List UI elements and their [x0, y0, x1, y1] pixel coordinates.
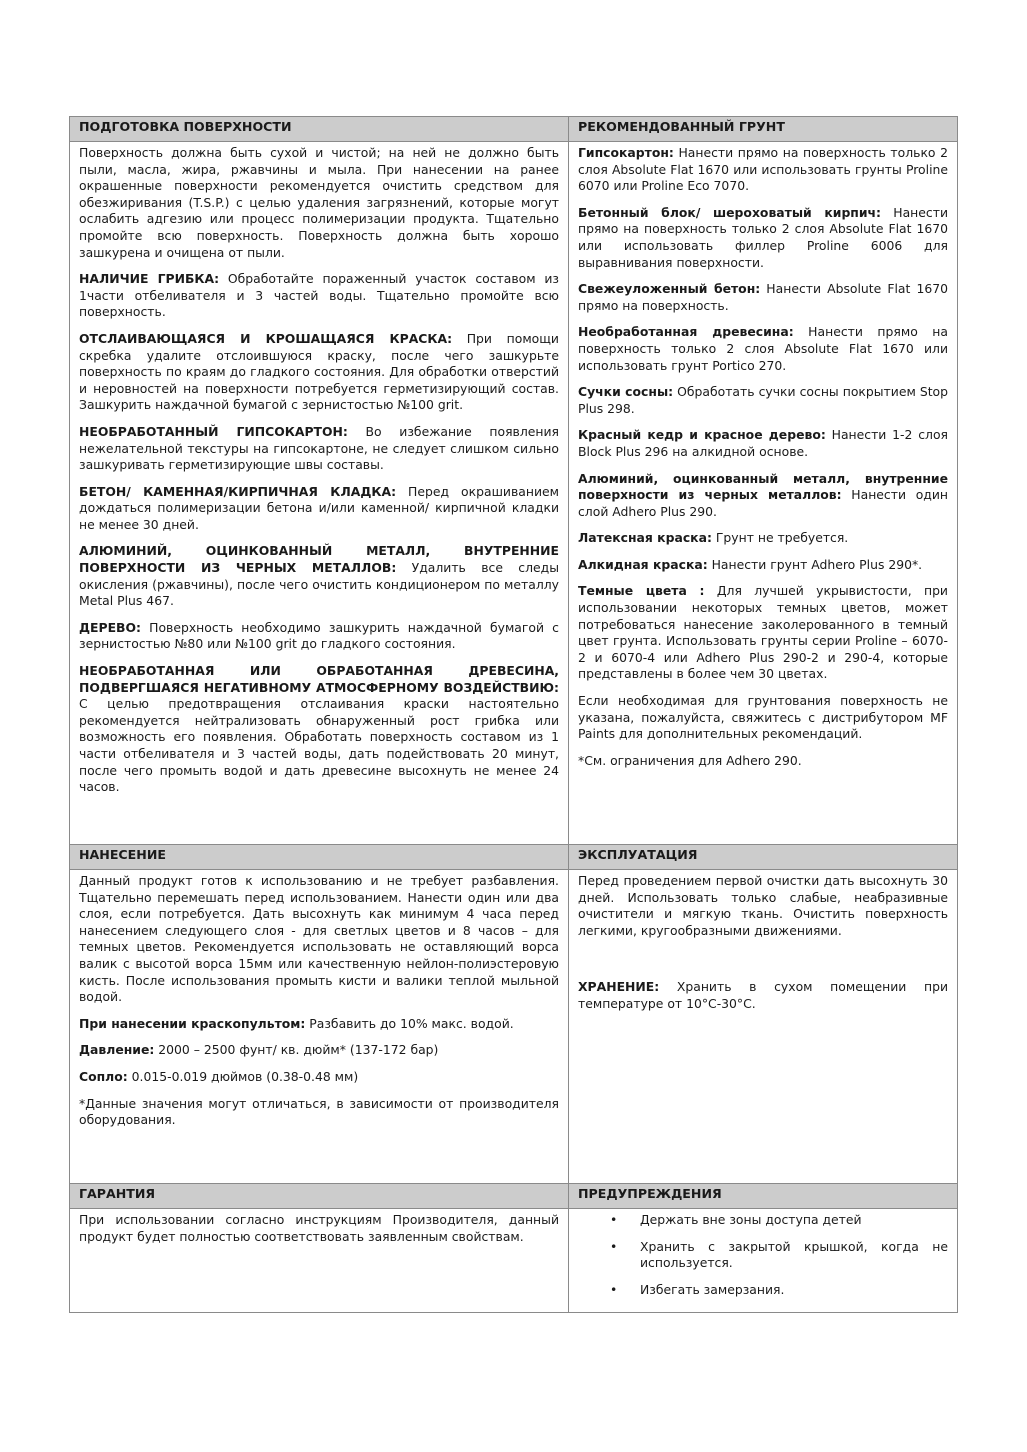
paragraph-text: 0.015-0.019 дюймов (0.38-0.48 мм) [127, 1068, 359, 1084]
paragraph [578, 427, 948, 460]
paragraph-lead: ДЕРЕВО: [79, 619, 141, 635]
paragraph [79, 331, 559, 414]
paragraph-text: Если необходимая для грунтования поверхность не указана, пожалуйста, свяжитесь с дистрибутором MF Paints для дополнительных рекомендаций. [578, 693, 948, 742]
paragraph [79, 484, 559, 534]
header-row-3 [70, 1184, 958, 1209]
maintenance-cell [569, 870, 958, 1184]
paragraph [578, 281, 948, 314]
surface-prep-heading: ПОДГОТОВКА ПОВЕРХНОСТИ [70, 117, 569, 142]
paragraph-lead: Сучки сосны: [578, 384, 674, 400]
paragraph-text: Нанести прямо на поверхность только 2 слоя Absolute Flat 1670 или использовать грунты Proline 6070 или Proline Eco 7070. [578, 145, 948, 194]
paragraph-lead: НЕОБРАБОТАННАЯ ИЛИ ОБРАБОТАННАЯ ДРЕВЕСИНА, ПОДВЕРГШАЯСЯ НЕГАТИВНОМУ АТМОСФЕРНОМУ ВОЗДЕЙСТВИЮ: [79, 663, 559, 695]
paragraph-text: При использовании согласно инструкциям Производителя, данный продукт будет полностью соответствовать заявленным свойствам. [79, 1212, 559, 1244]
paragraph-lead: Алкидная краска: [578, 556, 708, 572]
paragraph [79, 271, 559, 321]
paragraph-text: Поверхность необходимо зашкурить наждачной бумагой с зернистостью №80 или №100 grit до гладкого состояния. [79, 619, 559, 652]
paragraph-lead: Темные цвета : [578, 583, 705, 599]
paragraph-text: Данный продукт готов к использованию и не требует разбавления. Тщательно перемешать перед использованием. Нанести один или два слоя, если потребуется. Дать высохнуть как минимум 4 часа перед нанесением следующего слоя - для светлых цветов и 8 часов – для темных цветов. Рекомендуется использовать не оставляющий ворса валик с высотой ворса 15мм или качественную нейлон-полиэстеровую кисть. После использования промыть кисти и валики теплой мыльной водой. [79, 873, 559, 1005]
paragraph-text: Обработать сучки сосны покрытием Stop Plus 298. [578, 384, 948, 416]
bullet-icon: • [610, 1281, 618, 1297]
paragraph-text: Поверхность должна быть сухой и чистой; на ней не должно быть пыли, масла, жира, ржавчины и мыла. При нанесении на ранее окрашенные поверхности рекомендуется очистить средством для обезжиривания (T.S.P.) с целью удаления загрязнений, которые могут ослабить адгезию или процесс полимеризации продукта. Тщательно промойте всю поверхность. Поверхность должна быть хорошо зашкурена и очищена от пыли. [79, 145, 559, 260]
paragraph [79, 1042, 559, 1059]
paragraph [79, 145, 559, 261]
paragraph-text: Перед проведением первой очистки дать высохнуть 30 дней. Использовать только слабые, неабразивные очистители и мягкую ткань. Очистить поверхность легкими, кругообразными движениями. [578, 873, 948, 938]
warning-text: Хранить с закрытой крышкой, когда не используется. [640, 1238, 948, 1271]
warning-item [578, 1212, 948, 1229]
paragraph-text: С целью предотвращения отслаивания краски настоятельно рекомендуется нейтрализовать обнаруженный рост грибка или возможность его появления. Обработать поверхность составом из 1 части отбеливателя и 3 частей воды, дать подействовать 20 минут, после чего промыть водой и дать древесине высохнуть не менее 24 часов. [79, 696, 559, 795]
paragraph [578, 873, 948, 939]
paragraph-text: Удалить все следы окисления (ржавчины), после чего очистить кондиционером по металлу Metal Plus 467. [79, 560, 559, 609]
paragraph [578, 753, 948, 770]
paragraph-lead: Сопло: [79, 1068, 128, 1084]
paragraph-lead: Гипсокартон: [578, 145, 674, 160]
bullet-icon: • [610, 1238, 618, 1254]
paragraph-text: Перед окрашиванием дождаться полимеризации бетона и/или каменной/ кирпичной кладки не менее 30 дней. [79, 483, 559, 532]
content-row-2 [70, 870, 958, 1184]
paragraph [79, 1096, 559, 1129]
paragraph [79, 1212, 559, 1245]
paragraph [578, 557, 948, 574]
bullet-icon: • [610, 1212, 618, 1227]
warranty-cell [70, 1209, 569, 1313]
paragraph [79, 1069, 559, 1086]
paragraph [578, 471, 948, 521]
warning-item [578, 1282, 948, 1299]
paragraph-lead: ХРАНЕНИЕ: [578, 979, 660, 995]
paragraph-text: Нанести Absolute Flat 1670 прямо на поверхность. [578, 281, 948, 313]
paragraph [578, 693, 948, 743]
paragraph-text: Во избежание появления нежелательной текстуры на гипсокартоне, не следует слишком сильно зашкуривать герметизирующие швы составы. [79, 423, 559, 473]
paragraph-lead: Свежеуложенный бетон: [578, 281, 761, 297]
paragraph [578, 324, 948, 374]
paragraph-text: *См. ограничения для Adhero 290. [578, 752, 802, 768]
primer-heading: РЕКОМЕНДОВАННЫЙ ГРУНТ [569, 117, 958, 142]
paragraph [79, 620, 559, 653]
paragraph-lead: При нанесении краскопультом: [79, 1015, 306, 1031]
paragraph [578, 979, 948, 1012]
product-info-table [69, 116, 958, 1313]
paragraph-text: *Данные значения могут отличаться, в зависимости от производителя оборудования. [79, 1095, 559, 1128]
paragraph [79, 1016, 559, 1033]
paragraph-text: Нанести 1-2 слоя Block Plus 296 на алкидной основе. [578, 427, 948, 459]
paragraph [578, 145, 948, 195]
paragraph-text: 2000 – 2500 фунт/ кв. дюйм* (137-172 бар) [154, 1042, 439, 1058]
warranty-heading: ГАРАНТИЯ [70, 1184, 569, 1209]
header-row-2 [70, 845, 958, 870]
paragraph-text: Нанести прямо на поверхность только 2 слоя Absolute Flat 1670 или использовать грунт Portico 270. [578, 324, 949, 373]
application-heading: НАНЕСЕНИЕ [70, 845, 569, 870]
paragraph [79, 663, 559, 796]
paragraph-text: Для лучшей укрывистости, при использовании некоторых темных цветов, может потребоваться нанесение заколерованного в темный цвет грунта. Использовать грунты серии Proline – 6070-2 и 6070-4 или Adhero Plus 290-2 и 290-4, которые представлены в более чем 30 цветах. [578, 583, 948, 682]
paragraph-text: Разбавить до 10% макс. водой. [305, 1015, 514, 1031]
paragraph-text: Нанести прямо на поверхность только 2 слоя Absolute Flat 1670 или использовать филлер Proline 6006 для выравнивания поверхности. [578, 204, 948, 270]
paragraph-text: Грунт не требуется. [711, 530, 849, 546]
warnings-cell [569, 1209, 958, 1313]
paragraph-lead: Давление: [79, 1042, 155, 1058]
warnings-list [578, 1212, 948, 1298]
paragraph-lead: БЕТОН/ КАМЕННАЯ/КИРПИЧНАЯ КЛАДКА: [79, 483, 397, 499]
paragraph-text: Нанести грунт Adhero Plus 290*. [707, 556, 923, 572]
warning-text: Избегать замерзания. [640, 1281, 785, 1297]
paragraph-lead: Алюминий, оцинкованный металл, внутренние поверхности из черных металлов: [578, 470, 948, 503]
content-row-3 [70, 1209, 958, 1313]
paragraph-text: Обработайте пораженный участок составом из 1части отбеливателя и 3 частей воды. Тщательно промойте всю поверхность. [79, 271, 559, 320]
paragraph-lead: Латексная краска: [578, 530, 712, 546]
paragraph-lead: АЛЮМИНИЙ, ОЦИНКОВАННЫЙ МЕТАЛЛ, ВНУТРЕННИЕ ПОВЕРХНОСТИ ИЗ ЧЕРНЫХ МЕТАЛЛОВ: [79, 543, 559, 576]
paragraph [79, 543, 559, 609]
paragraph-lead: Необработанная древесина: [578, 324, 794, 340]
paragraph-lead: Бетонный блок/ шероховатый кирпич: [578, 204, 882, 220]
surface-prep-cell [70, 142, 569, 845]
spacer [578, 949, 948, 979]
paragraph-text: При помощи скребка удалите отслоившуюся краску, после чего зашкурьте поверхность по краям до гладкого состояния. Для обработки отверстий и неровностей на поверхности потребуется герметизирующий состав. Зашкурить наждачной бумагой с зернистостью №100 grit. [79, 330, 559, 413]
warning-item [578, 1239, 948, 1272]
application-cell [70, 870, 569, 1184]
paragraph [578, 530, 948, 547]
paragraph-lead: Красный кедр и красное дерево: [578, 427, 826, 443]
paragraph-text: Хранить в сухом помещении при температуре от 10°C-30°C. [578, 979, 948, 1011]
content-row-1 [70, 142, 958, 845]
warning-text: Держать вне зоны доступа детей [640, 1212, 862, 1227]
paragraph [578, 583, 948, 683]
paragraph [578, 384, 948, 417]
paragraph [79, 424, 559, 474]
paragraph-lead: НАЛИЧИЕ ГРИБКА: [79, 271, 220, 287]
paragraph [79, 873, 559, 1006]
paragraph [578, 205, 948, 271]
paragraph-lead: ОТСЛАИВАЮЩАЯСЯ И КРОШАЩАЯСЯ КРАСКА: [79, 330, 453, 346]
paragraph-text: Нанести один слой Adhero Plus 290. [578, 487, 948, 519]
paragraph-lead: НЕОБРАБОТАННЫЙ ГИПСОКАРТОН: [79, 423, 348, 439]
primer-cell [569, 142, 958, 845]
maintenance-heading: ЭКСПЛУАТАЦИЯ [569, 845, 958, 870]
header-row-1 [70, 117, 958, 142]
warnings-heading: ПРЕДУПРЕЖДЕНИЯ [569, 1184, 958, 1209]
